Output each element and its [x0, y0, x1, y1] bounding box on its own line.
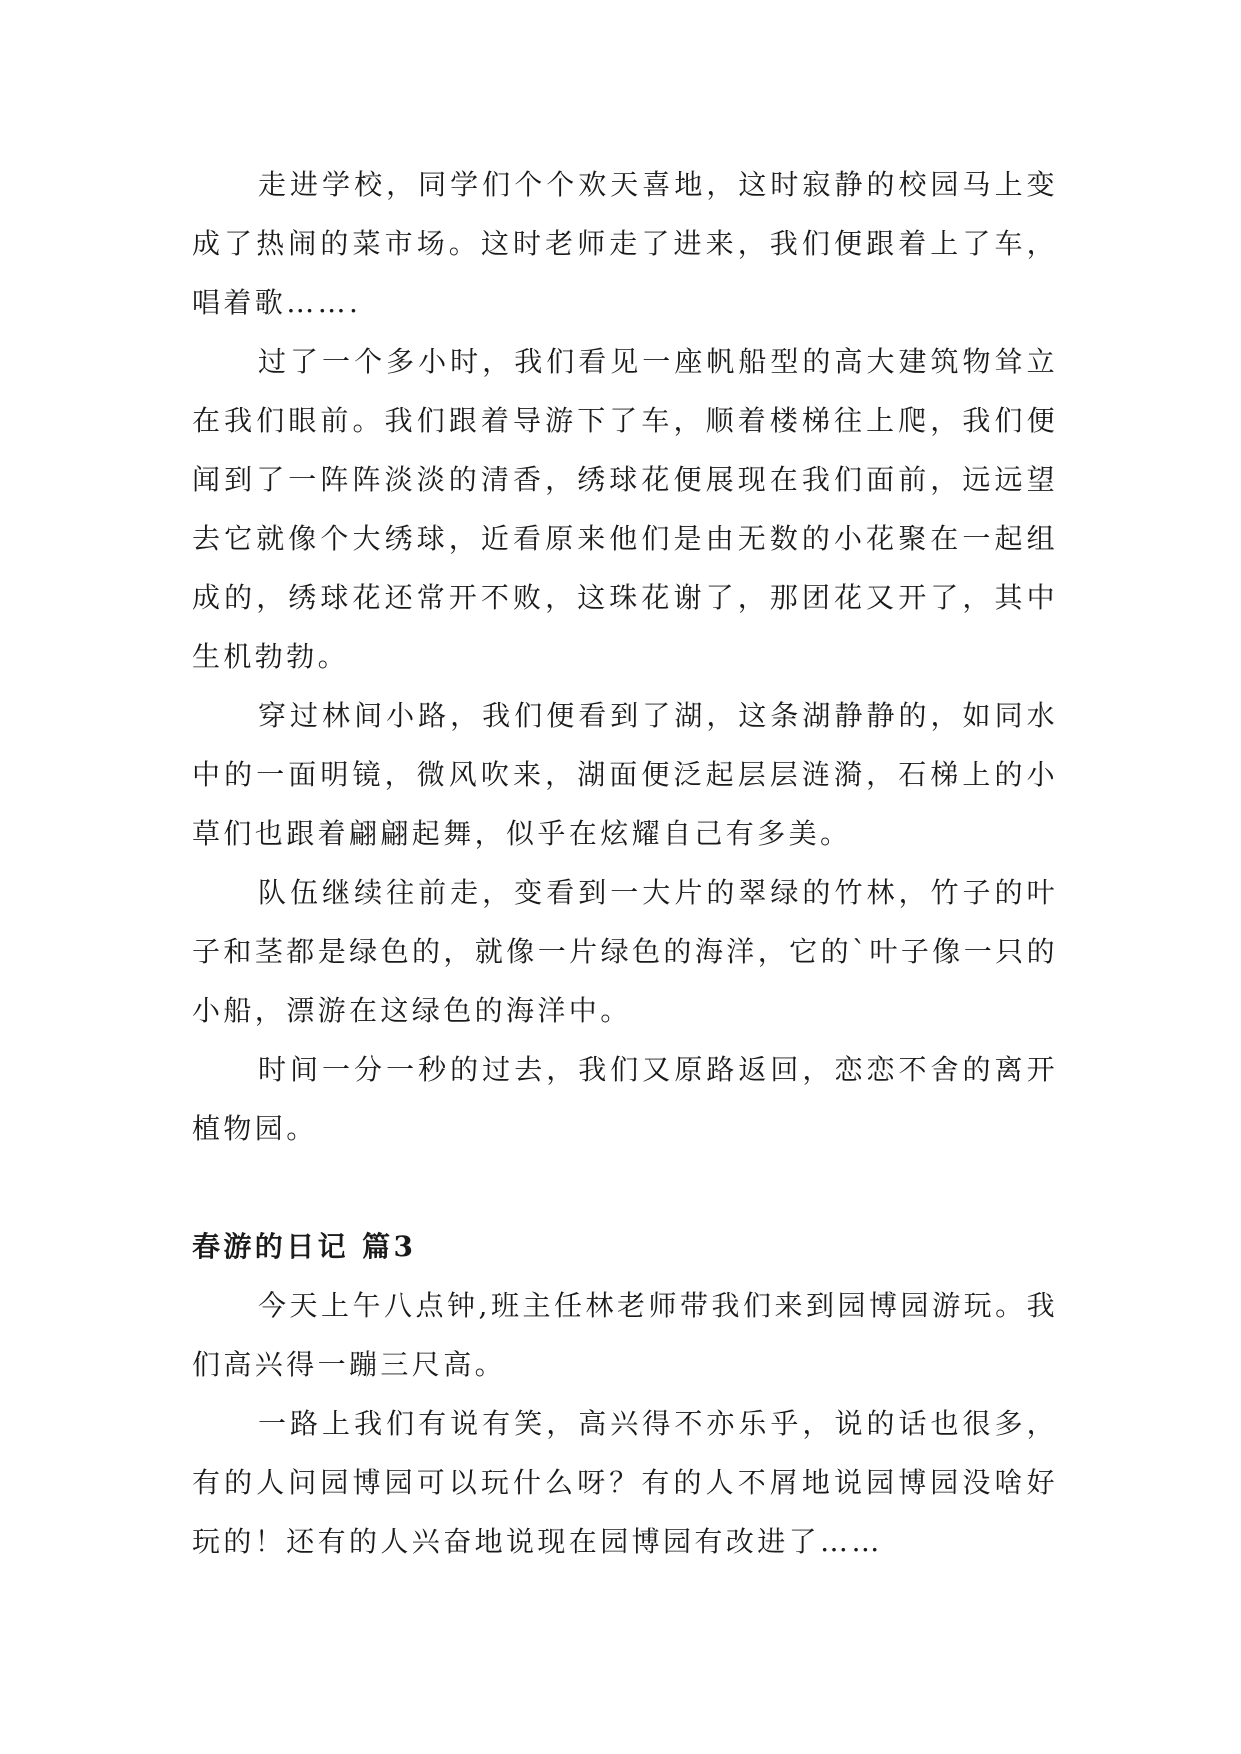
paragraph: 队伍继续往前走，变看到一大片的翠绿的竹林，竹子的叶子和茎都是绿色的，就像一片绿色的海洋，它的`叶子像一只的小船，漂游在这绿色的海洋中。: [192, 876, 1058, 1027]
paragraph: 穿过林间小路，我们便看到了湖，这条湖静静的，如同水中的一面明镜，微风吹来，湖面便泛起层层涟漪，石梯上的小草们也跟着翩翩起舞，似乎在炫耀自己有多美。: [192, 699, 1058, 850]
paragraph: 一路上我们有说有笑，高兴得不亦乐乎，说的话也很多，有的人问园博园可以玩什么呀？有的人不屑地说园博园没啥好玩的！还有的人兴奋地说现在园博园有改进了……: [192, 1407, 1058, 1558]
paragraph: 走进学校，同学们个个欢天喜地，这时寂静的校园马上变成了热闹的菜市场。这时老师走了进来，我们便跟着上了车，唱着歌…….: [192, 168, 1058, 319]
section-heading: 春游的日记 篇3: [192, 1230, 417, 1263]
paragraph: 今天上午八点钟,班主任林老师带我们来到园博园游玩。我们高兴得一蹦三尺高。: [192, 1289, 1058, 1381]
document-body: [192, 155, 1058, 1571]
paragraph: 时间一分一秒的过去，我们又原路返回，恋恋不舍的离开植物园。: [192, 1053, 1058, 1145]
section-spacer: [192, 1158, 1058, 1217]
paragraph: 过了一个多小时，我们看见一座帆船型的高大建筑物耸立在我们眼前。我们跟着导游下了车，顺着楼梯往上爬，我们便闻到了一阵阵淡淡的清香，绣球花便展现在我们面前，远远望去它就像个大绣球，近看原来他们是由无数的小花聚在一起组成的，绣球花还常开不败，这珠花谢了，那团花又开了，其中生机勃勃。: [192, 345, 1058, 673]
